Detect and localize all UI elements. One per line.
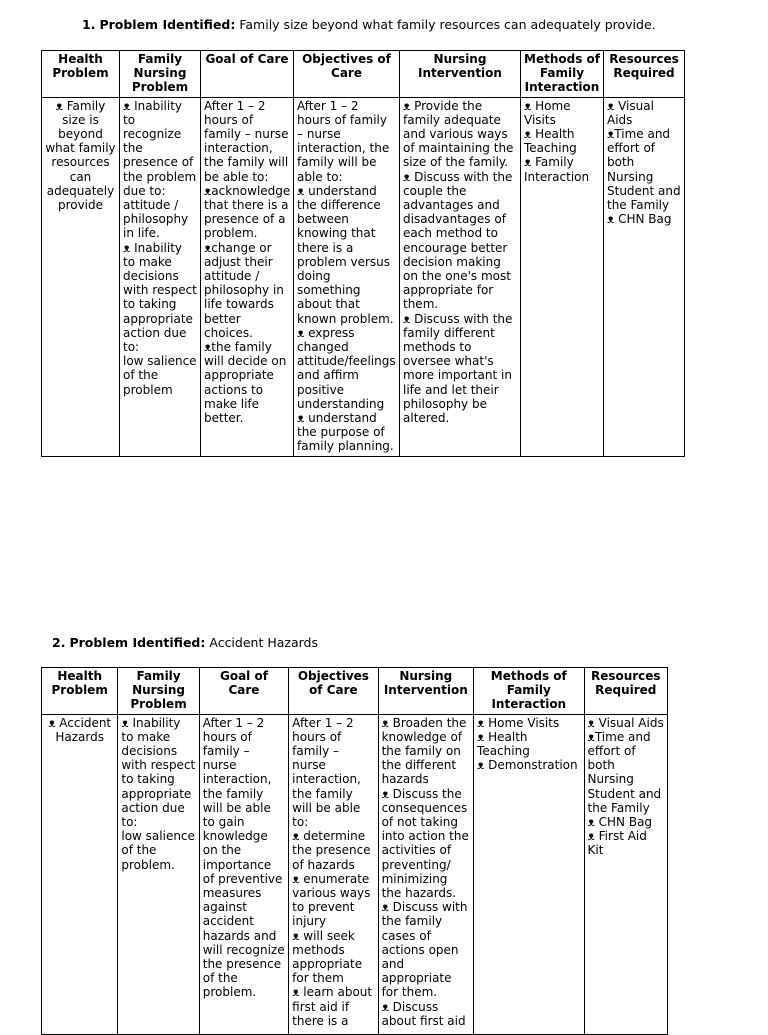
section-number: 1.	[82, 17, 96, 32]
section-1-title	[82, 17, 656, 32]
cell-goal-of-care: After 1 – 2 hours of family – nurse interaction, the family will be able to gain knowledge on the importance of preventive measures against accident hazards and will recognize the presence of the problem.	[199, 714, 288, 1034]
header-resources-required: Resources Required	[604, 51, 685, 98]
cell-nursing-intervention: ᴥ Broaden the knowledge of the family on the different hazards ᴥ Discuss the consequences of not taking into action the activities of preventing/ minimizing the hazards. ᴥ Discuss with the family cases of actions open and appropriate for them. ᴥ Discuss about first aid	[378, 714, 473, 1034]
problem-identified-text: Accident Hazards	[209, 635, 318, 650]
cell-health-problem: ᴥ Family size is beyond what family resources can adequately provide	[42, 97, 120, 456]
header-nursing-intervention: Nursing Intervention	[400, 51, 521, 98]
table-row	[42, 714, 668, 1034]
header-goal-of-care: Goal of Care	[201, 51, 294, 98]
cell-methods-of-family-interaction: ᴥ Home Visits ᴥ Health Teaching ᴥ Demonstration	[474, 714, 585, 1034]
section-label: Problem Identified:	[99, 17, 236, 32]
header-family-nursing-problem: Family Nursing Problem	[120, 51, 201, 98]
header-health-problem: Health Problem	[42, 668, 118, 715]
cell-resources-required: ᴥ Visual Aids ᴥTime and effort of both Nursing Student and the Family ᴥ CHN Bag	[604, 97, 685, 456]
header-methods-of-family-interaction: Methods of Family Interaction	[474, 668, 585, 715]
cell-goal-of-care: After 1 – 2 hours of family – nurse interaction, the family will be able to: ᴥacknowledge that there is a presence of a problem. ᴥchange or adjust their attitude / philosophy in life towards better choices. ᴥthe family will decide on appropriate actions to make life better.	[201, 97, 294, 456]
header-objectives-of-care: Objectives of Care	[294, 51, 400, 98]
cell-objectives-of-care: After 1 – 2 hours of family – nurse interaction, the family will be able to: ᴥ determine the presence of hazards ᴥ enumerate various ways to prevent injury ᴥ will seek methods appropriate for them ᴥ learn about first aid if there is a	[289, 714, 378, 1034]
header-health-problem: Health Problem	[42, 51, 120, 98]
problem-identified-text: Family size beyond what family resources can adequately provide.	[239, 17, 656, 32]
header-methods-of-family-interaction: Methods of Family Interaction	[521, 51, 604, 98]
care-plan-table-2	[41, 667, 668, 1035]
table-row	[42, 97, 685, 456]
cell-resources-required: ᴥ Visual Aids ᴥTime and effort of both Nursing Student and the Family ᴥ CHN Bag ᴥ First Aid Kit	[584, 714, 667, 1034]
cell-methods-of-family-interaction: ᴥ Home Visits ᴥ Health Teaching ᴥ Family Interaction	[521, 97, 604, 456]
header-nursing-intervention: Nursing Intervention	[378, 668, 473, 715]
cell-family-nursing-problem: ᴥ Inability to recognize the presence of the problem due to: attitude / philosophy in life. ᴥ Inability to make decisions with respect to taking appropriate action due to: low salience of the problem	[120, 97, 201, 456]
section-number: 2.	[52, 635, 66, 650]
cell-family-nursing-problem: ᴥ Inability to make decisions with respect to taking appropriate action due to: low salience of the problem.	[118, 714, 199, 1034]
header-goal-of-care: Goal of Care	[199, 668, 288, 715]
section-2-title	[52, 635, 318, 650]
cell-health-problem: ᴥ Accident Hazards	[42, 714, 118, 1034]
cell-objectives-of-care: After 1 – 2 hours of family – nurse interaction, the family will be able to: ᴥ understand the difference between knowing that there is a problem versus doing something about that known problem. ᴥ express changed attitude/feelings and affirm positive understanding ᴥ understand the purpose of family planning.	[294, 97, 400, 456]
section-label: Problem Identified:	[69, 635, 206, 650]
care-plan-table-1	[41, 50, 685, 457]
header-resources-required: Resources Required	[584, 668, 667, 715]
cell-nursing-intervention: ᴥ Provide the family adequate and various ways of maintaining the size of the family. ᴥ Discuss with the couple the advantages and disadvantages of each method to encourage better decision making on the one's most appropriate for them. ᴥ Discuss with the family different methods to oversee what's more important in life and let their philosophy be altered.	[400, 97, 521, 456]
header-objectives-of-care: Objectives of Care	[289, 668, 378, 715]
header-family-nursing-problem: Family Nursing Problem	[118, 668, 199, 715]
